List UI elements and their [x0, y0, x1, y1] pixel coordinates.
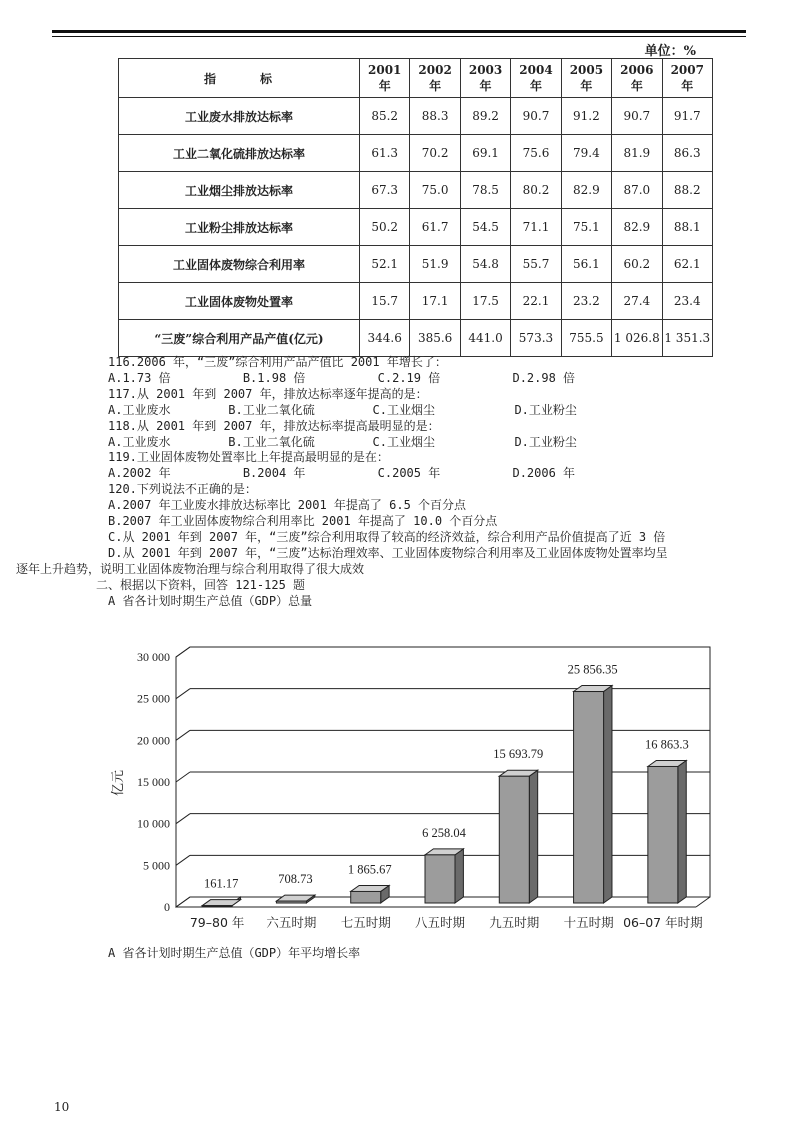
bar: [425, 855, 455, 903]
row-label: “三废”综合利用产品产值(亿元): [119, 320, 360, 357]
table-cell: 85.2: [360, 98, 410, 135]
bar-top: [202, 900, 240, 906]
bar-side: [678, 760, 686, 903]
y-tick-label: 0: [164, 900, 170, 914]
x-tick-label: 八五时期: [414, 915, 466, 930]
bar-value-label: 16 863.3: [644, 737, 689, 752]
question-119-stem: 119.工业固体废物处置率比上年提高最明显的是在：: [108, 450, 389, 465]
table-year-header: 2001 年: [360, 59, 410, 98]
bar: [499, 776, 529, 903]
table-cell: 75.6: [511, 135, 561, 172]
table-cell: 78.5: [460, 172, 510, 209]
option-a: A.工业废水: [108, 434, 171, 449]
option-a: A.工业废水: [108, 402, 171, 417]
table-cell: 22.1: [511, 283, 561, 320]
row-label: 工业固体废物综合利用率: [119, 246, 360, 283]
bar: [648, 766, 678, 903]
y-tick-label: 25 000: [137, 691, 170, 706]
option-c: C.工业烟尘: [372, 402, 435, 417]
table-cell: 55.7: [511, 246, 561, 283]
bar-value-label: 708.73: [278, 872, 313, 887]
table-cell: 88.3: [410, 98, 460, 135]
header-rule-thick: [52, 30, 746, 33]
table-cell: 15.7: [360, 283, 410, 320]
row-label: 工业二氧化硫排放达标率: [119, 135, 360, 172]
table-row: [119, 320, 713, 357]
option-d: D.2006 年: [512, 466, 576, 481]
row-label: 工业固体废物处置率: [119, 283, 360, 320]
table-cell: 80.2: [511, 172, 561, 209]
x-tick-label: 六五时期: [266, 915, 317, 930]
bar: [202, 906, 232, 907]
y-tick-label: 5 000: [143, 858, 170, 873]
table-row: [119, 209, 713, 246]
bar-value-label: 6 258.04: [422, 825, 466, 840]
bar-side: [529, 770, 537, 903]
header-rule-thin: [52, 36, 746, 37]
table-row: [119, 172, 713, 209]
bar-value-label: 1 865.67: [347, 862, 392, 877]
indicator-table: [118, 58, 713, 357]
question-116-stem: 116.2006 年，“三废”综合利用产品产值比 2001 年增长了：: [108, 355, 447, 369]
option-d: D.工业粉尘: [514, 402, 577, 417]
floor-edge: [696, 897, 710, 907]
gdp-chart-svg: [100, 635, 730, 935]
option-b: B.工业二氧化硫: [228, 434, 315, 449]
table-cell: 1 026.8: [612, 320, 662, 357]
table-cell: 61.3: [360, 135, 410, 172]
question-117-stem: 117.从 2001 年到 2007 年，排放达标率逐年提高的是：: [108, 386, 428, 401]
table-cell: 61.7: [410, 209, 460, 246]
question-117-options: [108, 403, 748, 419]
question-120-option-c: C.从 2001 年到 2007 年，“三废”综合利用取得了较高的经济效益，综合利用产品价值提高了近 3 倍: [108, 529, 666, 544]
option-a: A.1.73 倍: [108, 370, 171, 385]
table-cell: 67.3: [360, 172, 410, 209]
question-118-stem: 118.从 2001 年到 2007 年，排放达标率提高最明显的是：: [108, 418, 440, 433]
gdp-bar-chart: [100, 635, 730, 935]
question-118-options: [108, 435, 748, 451]
table-cell: 87.0: [612, 172, 662, 209]
row-label: 工业粉尘排放达标率: [119, 209, 360, 246]
bar-value-label: 15 693.79: [493, 747, 544, 762]
table-header-row: [119, 59, 713, 98]
x-tick-label: 七五时期: [340, 915, 391, 930]
table-cell: 82.9: [612, 209, 662, 246]
table-cell: 54.8: [460, 246, 510, 283]
table-cell: 23.4: [662, 283, 712, 320]
table-cell: 17.5: [460, 283, 510, 320]
question-116-options: [108, 371, 748, 387]
option-c: C.工业烟尘: [372, 434, 435, 449]
bar: [351, 891, 381, 903]
table-header-label: 指 标: [119, 59, 360, 98]
table-cell: 573.3: [511, 320, 561, 357]
bar-side: [455, 849, 463, 903]
questions-block: [16, 355, 748, 610]
table-cell: 1 351.3: [662, 320, 712, 357]
table-cell: 344.6: [360, 320, 410, 357]
table-cell: 755.5: [561, 320, 611, 357]
table-cell: 91.7: [662, 98, 712, 135]
option-b: B.1.98 倍: [242, 370, 306, 385]
table-cell: 23.2: [561, 283, 611, 320]
option-c: C.2.19 倍: [377, 370, 441, 385]
y-tick-label: 30 000: [137, 650, 170, 664]
table-cell: 86.3: [662, 135, 712, 172]
table-cell: 50.2: [360, 209, 410, 246]
question-119-options: [108, 466, 748, 482]
table-cell: 27.4: [612, 283, 662, 320]
x-tick-label: 06–07 年时期: [623, 915, 703, 930]
question-120-option-d-continued: 逐年上升趋势，说明工业固体废物治理与综合利用取得了很大成效: [16, 561, 365, 576]
table-year-header: 2004 年: [511, 59, 561, 98]
row-label: 工业废水排放达标率: [119, 98, 360, 135]
table-cell: 90.7: [511, 98, 561, 135]
table-row: [119, 246, 713, 283]
table-cell: 70.2: [410, 135, 460, 172]
table-cell: 75.0: [410, 172, 460, 209]
table-cell: 62.1: [662, 246, 712, 283]
option-b: B.2004 年: [242, 466, 306, 481]
question-120-option-d: D.从 2001 年到 2007 年，“三废”达标治理效率、工业固体废物综合利用率及工业固体废物处置率均呈: [108, 545, 668, 560]
option-d: D.2.98 倍: [512, 370, 576, 385]
section-heading: 二、根据以下资料，回答 121-125 题: [96, 577, 306, 592]
table-cell: 90.7: [612, 98, 662, 135]
table-cell: 88.1: [662, 209, 712, 246]
chart-caption-2: A 省各计划时期生产总值（GDP）年平均增长率: [108, 946, 361, 960]
table-cell: 89.2: [460, 98, 510, 135]
x-tick-label: 九五时期: [489, 915, 540, 930]
table-cell: 71.1: [511, 209, 561, 246]
table-year-header: 2007 年: [662, 59, 712, 98]
table-year-header: 2003 年: [460, 59, 510, 98]
y-tick-label: 10 000: [137, 816, 170, 831]
option-b: B.工业二氧化硫: [228, 402, 315, 417]
option-c: C.2005 年: [377, 466, 441, 481]
question-120-option-b: B.2007 年工业固体废物综合利用率比 2001 年提高了 10.0 个百分点: [108, 514, 498, 529]
bar-value-label: 25 856.35: [567, 662, 618, 677]
bar: [276, 901, 306, 903]
question-120-option-a: A.2007 年工业废水排放达标率比 2001 年提高了 6.5 个百分点: [108, 498, 467, 513]
x-tick-label: 十五时期: [563, 915, 614, 930]
table-cell: 81.9: [612, 135, 662, 172]
question-120-stem: 120.下列说法不正确的是：: [108, 482, 257, 497]
table-row: [119, 283, 713, 320]
y-tick-label: 20 000: [137, 733, 170, 748]
table-cell: 88.2: [662, 172, 712, 209]
table-cell: 79.4: [561, 135, 611, 172]
chart-caption: A 省各计划时期生产总值（GDP）总量: [108, 593, 313, 608]
table-row: [119, 98, 713, 135]
table-cell: 82.9: [561, 172, 611, 209]
bar-side: [604, 686, 612, 903]
table-cell: 56.1: [561, 246, 611, 283]
option-a: A.2002 年: [108, 466, 171, 481]
x-tick-label: 79–80 年: [189, 915, 245, 930]
option-d: D.工业粉尘: [514, 434, 577, 449]
table-cell: 52.1: [360, 246, 410, 283]
table-row: [119, 135, 713, 172]
bar: [574, 692, 604, 903]
table-cell: 385.6: [410, 320, 460, 357]
row-label: 工业烟尘排放达标率: [119, 172, 360, 209]
table-year-header: 2005 年: [561, 59, 611, 98]
bar-value-label: 161.17: [203, 876, 239, 891]
table-year-header: 2006 年: [612, 59, 662, 98]
table-cell: 54.5: [460, 209, 510, 246]
y-tick-label: 15 000: [137, 775, 170, 789]
table-cell: 441.0: [460, 320, 510, 357]
unit-label: 单位：%: [644, 44, 696, 59]
table-cell: 51.9: [410, 246, 460, 283]
table-cell: 75.1: [561, 209, 611, 246]
table-year-header: 2002 年: [410, 59, 460, 98]
page-number: 10: [54, 1100, 70, 1114]
y-axis-label: 亿元: [111, 769, 126, 797]
table-cell: 60.2: [612, 246, 662, 283]
table-cell: 91.2: [561, 98, 611, 135]
table-cell: 17.1: [410, 283, 460, 320]
table-cell: 69.1: [460, 135, 510, 172]
